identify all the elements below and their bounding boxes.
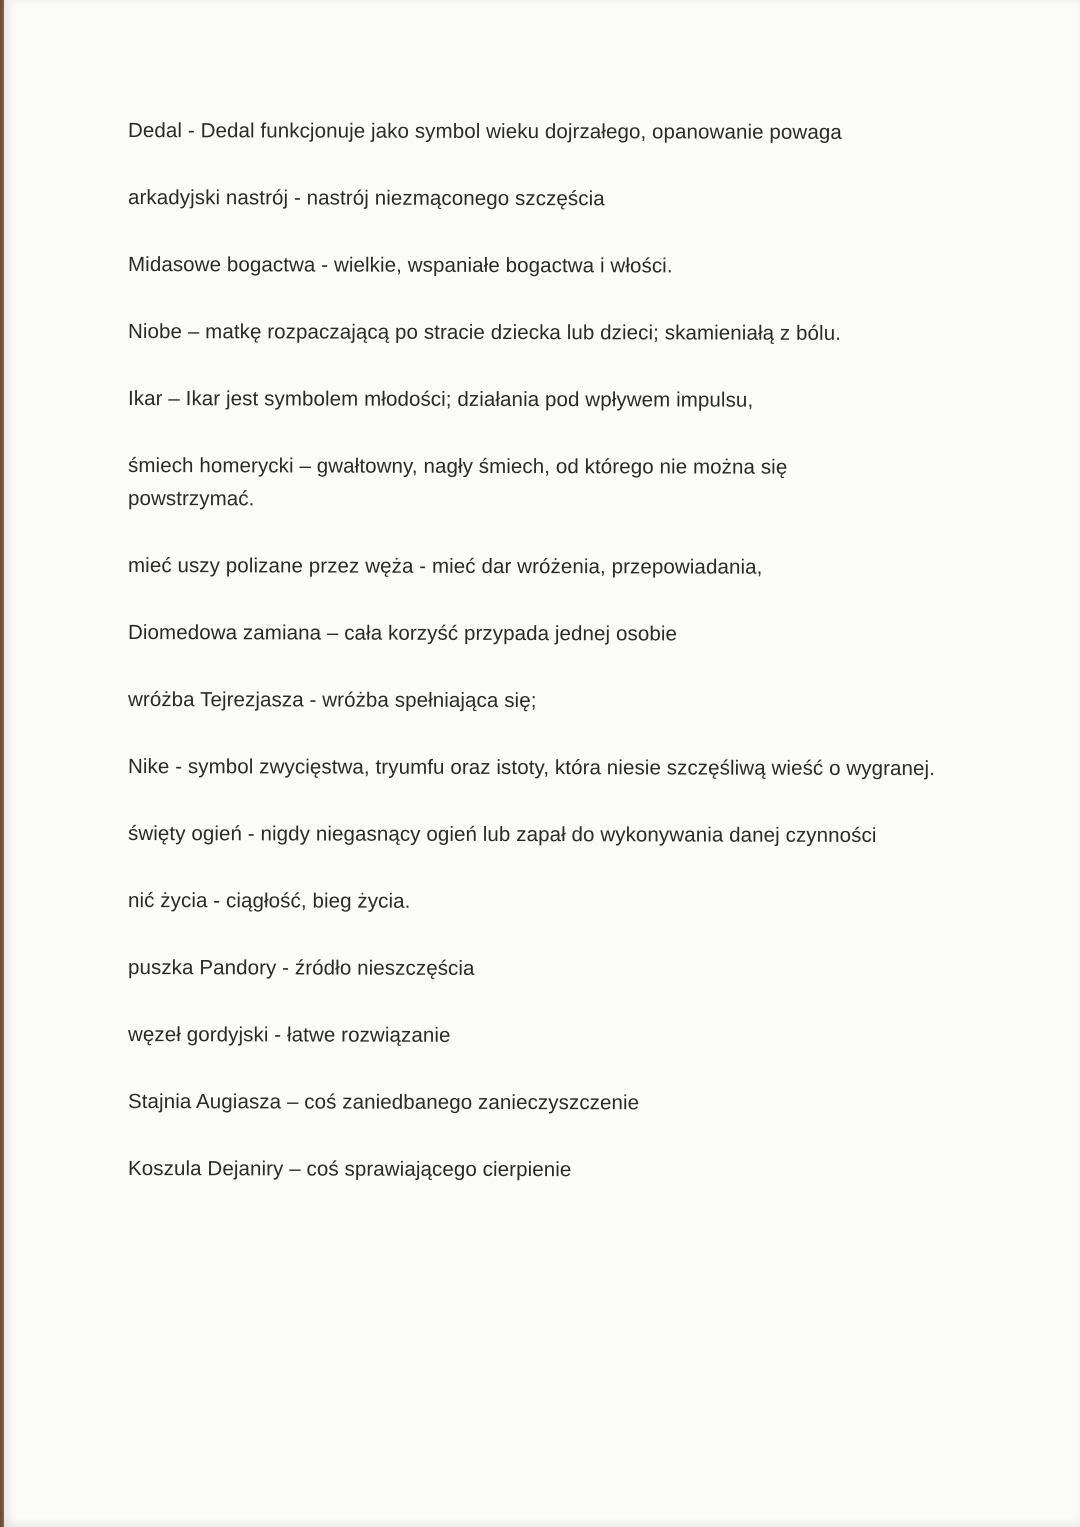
definition-text: Nike - symbol zwycięstwa, tryumfu oraz istoty, która niesie szczęśliwą wieść o wygranej. [127,755,936,781]
definition-item: mieć uszy polizane przez węża - mieć dar wróżenia, przepowiadania, [127,554,763,579]
definition-item: Koszula Dejaniry – coś sprawiającego cierpienie [127,1157,572,1182]
definition-item: puszka Pandory - źródło nieszczęścia [127,956,475,980]
definition-item [128,750,948,785]
definition-text: śmiech homerycki – gwałtowny, nagły śmiech, od którego nie można się powstrzymać. [127,454,788,511]
paper-sheet [4,0,1080,1527]
definition-item: Diomedowa zamiana – cała korzyść przypada jednej osobie [127,621,678,646]
definition-item: wróżba Tejrezjasza - wróżba spełniająca się; [127,688,537,713]
definition-item: Stajnia Augiasza – coś zaniedbanego zanieczyszczenie [127,1090,640,1115]
definition-item: nić życia - ciągłość, bieg życia. [127,889,411,913]
definition-item: Ikar – Ikar jest symbolem młodości; działania pod wpływem impulsu, [127,387,754,412]
definition-item: Niobe – matkę rozpaczającą po stracie dziecka lub dzieci; skamieniałą z bólu. [127,320,842,345]
definition-item: Dedal - Dedal funkcjonuje jako symbol wieku dojrzałego, opanowanie powaga [127,119,842,144]
definition-item: Midasowe bogactwa - wielkie, wspaniałe bogactwa i włości. [127,253,673,278]
definition-list [128,114,1008,1219]
definition-item: święty ogień - nigdy niegasnący ogień lub zapał do wykonywania danej czynności [127,822,877,847]
definition-item [128,449,888,517]
definition-item: arkadyjski nastrój - nastrój niezmąconego szczęścia [127,186,605,211]
definition-item: węzeł gordyjski - łatwe rozwiązanie [127,1023,451,1047]
